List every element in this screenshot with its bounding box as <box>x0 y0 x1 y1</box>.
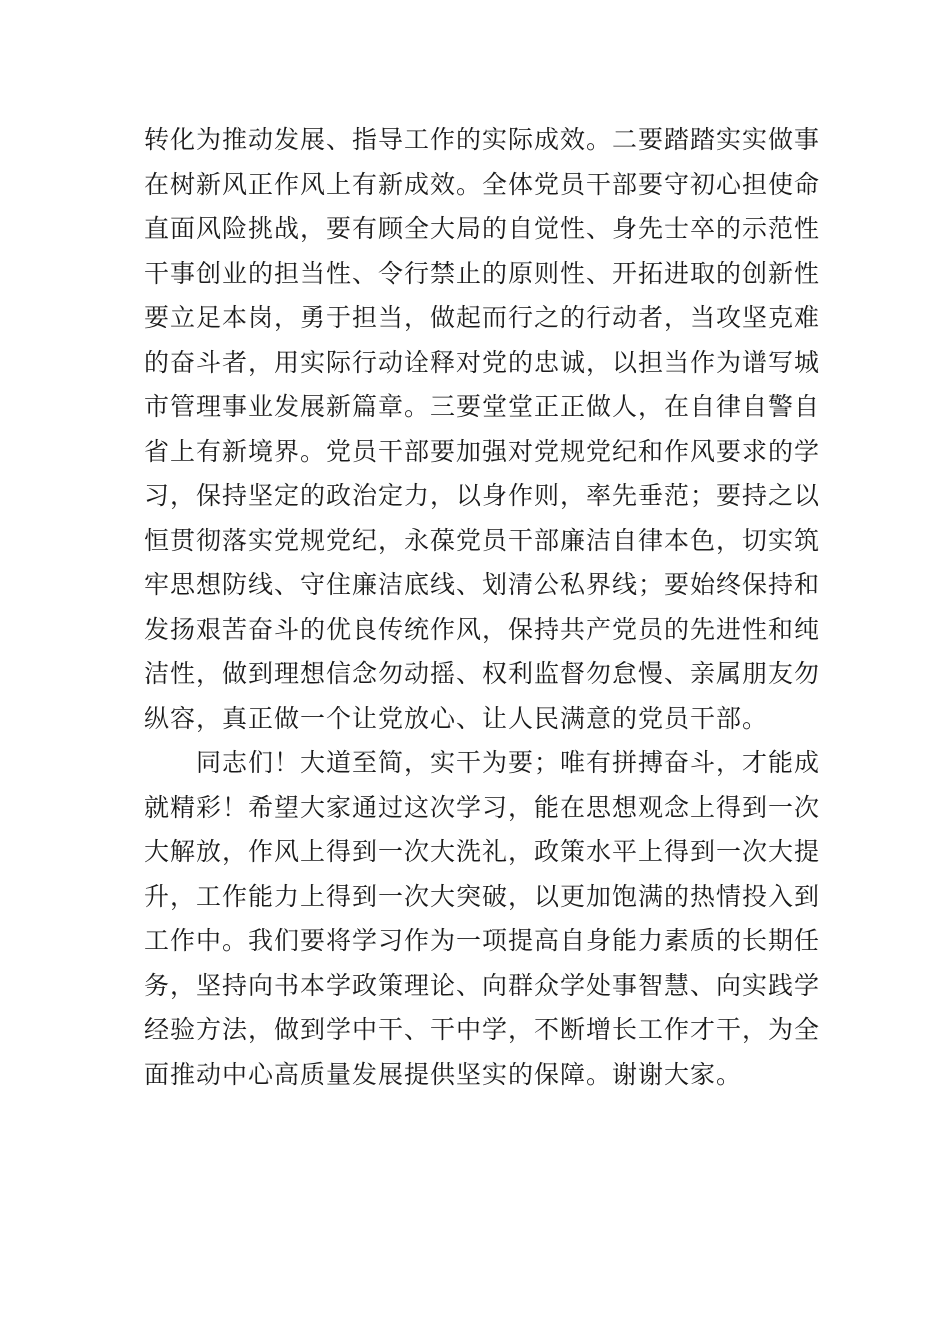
text-line: 的奋斗者，用实际行动诠释对党的忠诚，以担当作为谱写城 <box>144 347 821 377</box>
text-line: 在树新风正作风上有新成效。全体党员干部要守初心担使命 <box>144 169 821 199</box>
text-line: 牢思想防线、守住廉洁底线、划清公私界线；要始终保持和 <box>144 570 821 599</box>
text-line: 面推动中心高质量发展提供坚实的保障。谢谢大家。 <box>144 1059 743 1089</box>
text-line: 干事创业的担当性、令行禁止的原则性、开拓进取的创新性 <box>144 258 821 288</box>
text-line: 习，保持坚定的政治定力，以身作则，率先垂范；要持之以 <box>144 481 821 510</box>
text-line: 同志们！大道至简，实干为要；唯有拼搏奋斗，才能成 <box>196 748 821 777</box>
text-line: 转化为推动发展、指导工作的实际成效。二要踏踏实实做事 <box>144 125 821 154</box>
text-line: 发扬艰苦奋斗的优良传统作风，保持共产党员的先进性和纯 <box>144 614 821 644</box>
text-line: 务，坚持向书本学政策理论、向群众学处事智慧、向实践学 <box>144 970 821 1000</box>
text-line: 大解放，作风上得到一次大洗礼，政策水平上得到一次大提 <box>144 837 821 866</box>
text-line: 要立足本岗，勇于担当，做起而行之的行动者，当攻坚克难 <box>144 303 821 332</box>
document-body <box>144 118 821 1097</box>
paragraph-1 <box>144 118 821 741</box>
text-line: 纵容，真正做一个让党放心、让人民满意的党员干部。 <box>144 703 769 733</box>
text-line: 升，工作能力上得到一次大突破，以更加饱满的热情投入到 <box>144 881 821 911</box>
text-line: 就精彩！希望大家通过这次学习，能在思想观念上得到一次 <box>144 792 821 822</box>
text-line: 经验方法，做到学中干、干中学，不断增长工作才干，为全 <box>144 1015 821 1044</box>
paragraph-2 <box>144 741 821 1097</box>
text-line: 直面风险挑战，要有顾全大局的自觉性、身先士卒的示范性 <box>144 214 821 243</box>
text-line: 省上有新境界。党员干部要加强对党规党纪和作风要求的学 <box>144 436 821 466</box>
text-line: 恒贯彻落实党规党纪，永葆党员干部廉洁自律本色，切实筑 <box>144 525 821 555</box>
text-line: 市管理事业发展新篇章。三要堂堂正正做人，在自律自警自 <box>144 392 821 421</box>
text-line: 洁性，做到理想信念勿动摇、权利监督勿怠慢、亲属朋友勿 <box>144 659 821 688</box>
text-line: 工作中。我们要将学习作为一项提高自身能力素质的长期任 <box>144 926 821 955</box>
